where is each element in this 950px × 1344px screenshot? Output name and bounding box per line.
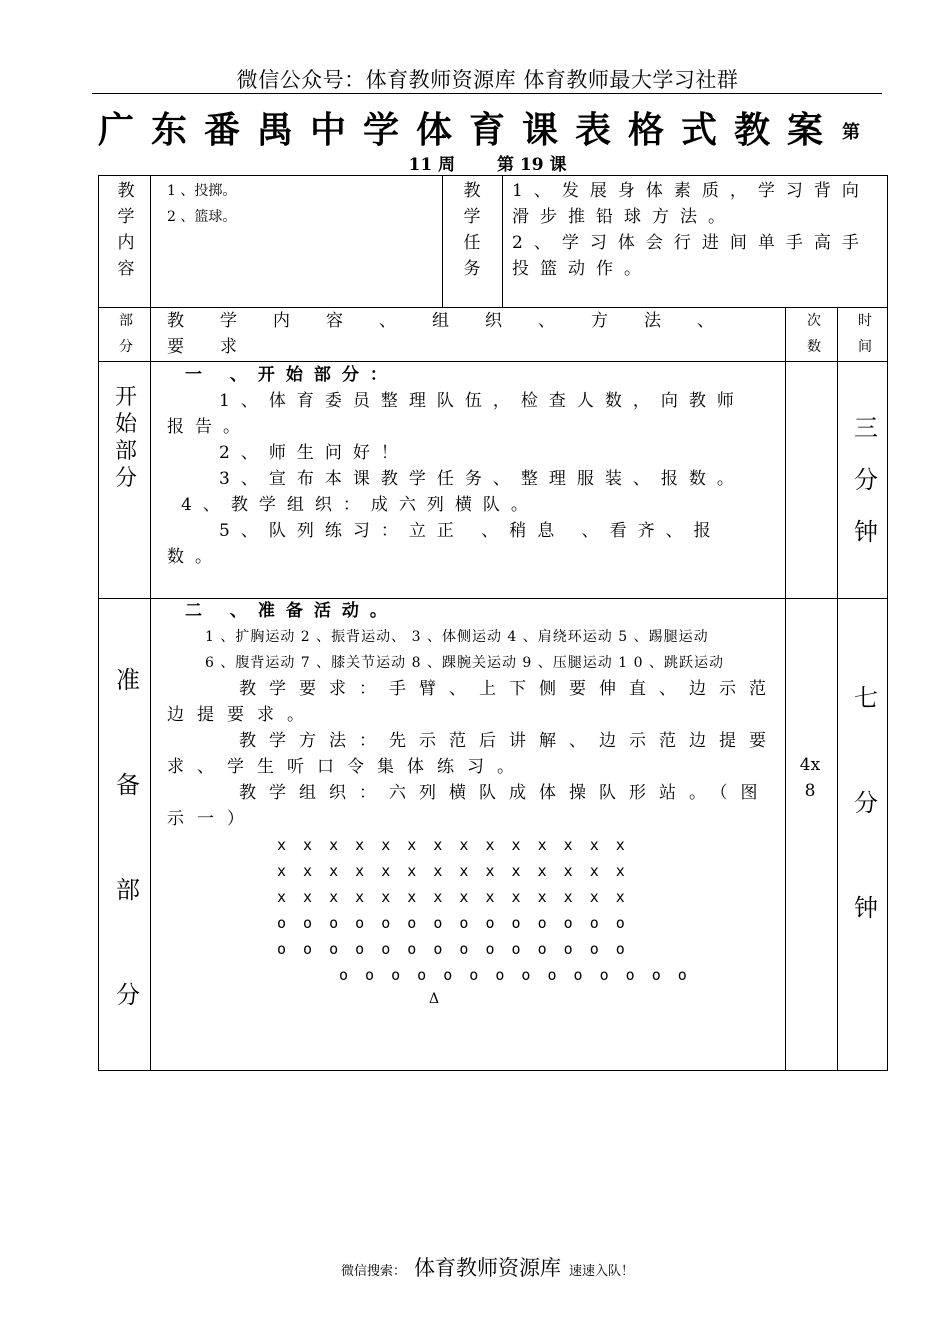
- content-line: 3、宣布本课教学任务、整理服装、报数。: [219, 469, 745, 489]
- exercise-line: 1 、扩胸运动 2 、振背运动、 3 、体侧运动 4 、肩绕环运动 5 、踢腿运动: [205, 629, 709, 645]
- page-header: 微信公众号：体育教师资源库 体育教师最大学习社群: [236, 68, 739, 92]
- section-prep-time: 七分钟: [854, 684, 878, 922]
- task-label: 教学任务: [463, 181, 481, 279]
- formation-row: o o o o o o o o o o o o o o: [339, 966, 691, 984]
- task-items: [512, 178, 882, 282]
- teacher-marker: Δ: [429, 991, 440, 1007]
- formation-diagram: [167, 832, 779, 1010]
- section-heading: 一 、开始部分：: [185, 365, 398, 385]
- exercise-line: 6 、腹背运动 7 、膝关节运动 8 、踝腕关运动 9 、压腿运动 1 0 、跳跃运动: [205, 655, 724, 671]
- content-line: 教学要求：手臂、上下侧要伸直、边示范边提要求。: [167, 679, 779, 725]
- footer-suffix: 速速入队！: [569, 1264, 635, 1279]
- content-line: 教学方法：先示范后讲解、边示范边提要求、学生听口令集体练习。: [167, 731, 779, 777]
- section-prep-part: 准备部分: [116, 666, 140, 1009]
- formation-row: x x x x x x x x x x x x x x: [277, 836, 629, 854]
- lesson-label: 第 19 课: [497, 155, 567, 175]
- task-item: 2、学习体会行进间单手高手投篮动作。: [512, 233, 870, 279]
- footer-prefix: 微信搜索：: [340, 1264, 406, 1279]
- main-table-divider-2: [785, 308, 786, 1070]
- formation-row: x x x x x x x x x x x x x x: [277, 888, 629, 906]
- formation-row: o o o o o o o o o o o o o o: [277, 940, 629, 958]
- header-divider: [92, 93, 882, 94]
- top-table-divider-1: [150, 176, 151, 307]
- section-start-time: 三分钟: [854, 414, 878, 546]
- content-items: [167, 178, 437, 230]
- content-line: 5、队列练习：立正 、稍息 、看齐、报数。: [167, 521, 722, 567]
- top-table-divider-3: [502, 176, 503, 307]
- col-header-count: 次数: [807, 313, 821, 355]
- section-start-part: 开始部分: [114, 385, 137, 491]
- section-prep-count: 4x8: [799, 755, 821, 801]
- task-item: 1、发展身体素质，学习背向滑步推铅球方法。: [512, 181, 870, 227]
- formation-row: x x x x x x x x x x x x x x: [277, 862, 629, 880]
- top-table: [98, 175, 888, 308]
- col-header-content: 教学内容、组织、方法、要求: [167, 311, 750, 357]
- main-table-divider-3: [837, 308, 838, 1070]
- page-footer: [0, 1252, 950, 1282]
- formation-row: o o o o o o o o o o o o o o: [277, 914, 629, 932]
- section-heading: 二 、准备活动。: [185, 601, 398, 621]
- content-item: 2 、篮球。: [167, 209, 237, 225]
- document-title: 广东番禺中学体育课表格式教案: [98, 109, 841, 151]
- content-item: 1 、投掷。: [167, 183, 237, 199]
- main-table: [98, 307, 888, 1071]
- content-line: 2、师生问好！: [219, 443, 409, 463]
- footer-brand: 体育教师资源库: [414, 1256, 561, 1280]
- section-prep-content: [167, 598, 779, 1010]
- col-header-part: 部分: [119, 313, 133, 355]
- content-line: 1、体育委员整理队伍，检查人数，向教师报告。: [167, 391, 745, 437]
- col-header-time: 时间: [858, 313, 872, 355]
- week-label: 11 周: [408, 155, 456, 175]
- content-line: 4、教学组织：成六列横队。: [181, 495, 539, 515]
- top-table-divider-2: [442, 176, 443, 307]
- title-suffix: 第: [842, 122, 860, 143]
- main-table-divider-1: [150, 308, 151, 1070]
- lesson-subtitle: [0, 150, 950, 175]
- section-start-content: [167, 362, 767, 570]
- content-line: 教学组织：六列横队成体操队形站。（图示一）: [167, 783, 771, 829]
- content-label: 教学内容: [117, 181, 135, 279]
